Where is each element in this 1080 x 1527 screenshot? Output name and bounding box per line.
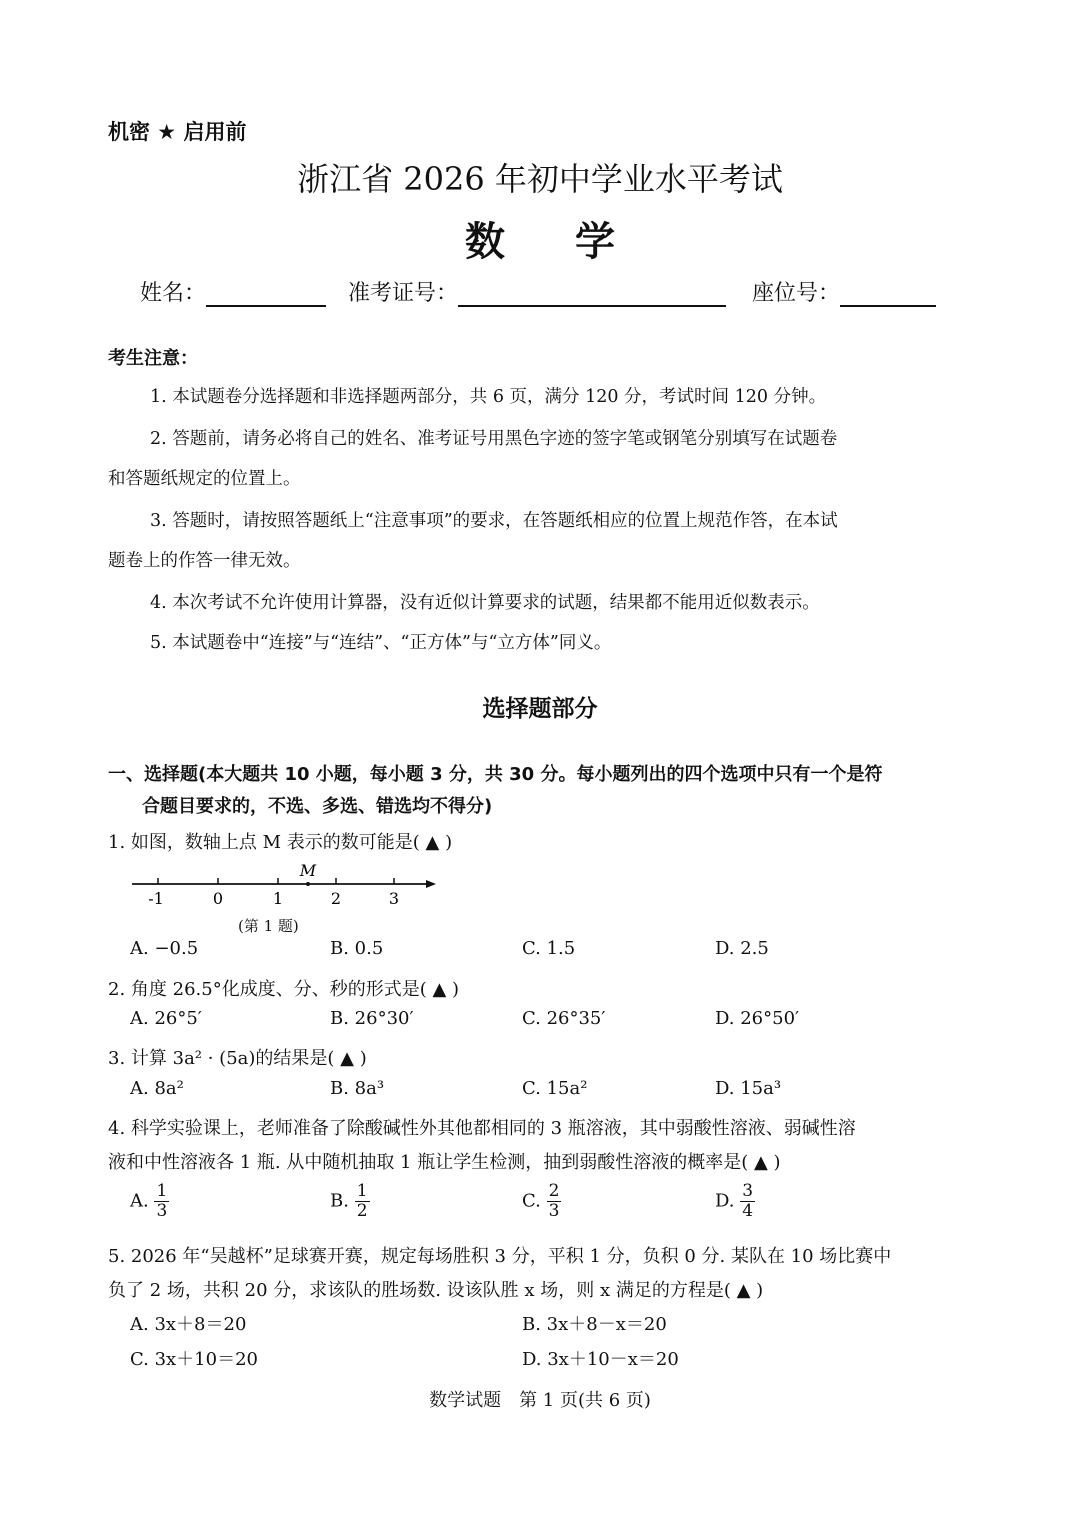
notice-item: 3. 答题时，请按照答题纸上“注意事项”的要求，在答题纸相应的位置上规范作答，在本试	[150, 511, 838, 531]
section-title: 选择题部分	[482, 696, 598, 722]
q1-option-d: D. 2.5	[715, 938, 769, 959]
q1-option-b: B. 0.5	[330, 938, 384, 959]
fraction	[740, 1182, 755, 1221]
tick-label: 1	[272, 889, 284, 908]
q5-stem-line2: 负了 2 场，共积 20 分，求该队的胜场数. 设该队胜 x 场，则 x 满足的方程是( ▲ )	[108, 1280, 764, 1301]
q5-option-c: C. 3x＋10＝20	[130, 1349, 258, 1370]
exam-id-blank	[458, 283, 726, 307]
numerator: 2	[548, 1181, 560, 1201]
numerator: 1	[356, 1181, 368, 1201]
part-instructions-line1: 一、选择题(本大题共 10 小题，每小题 3 分，共 30 分。每小题列出的四个选项中只有一个是符	[108, 764, 883, 785]
number-line-figure	[130, 860, 450, 910]
tick-label: 3	[388, 889, 400, 908]
point-m-marker	[306, 882, 310, 886]
tick-label: 0	[212, 889, 224, 908]
fraction	[547, 1182, 562, 1221]
page-footer: 数学试题 第 1 页(共 6 页)	[429, 1390, 651, 1411]
fraction	[355, 1182, 370, 1221]
q5-option-a: A. 3x＋8＝20	[130, 1314, 247, 1335]
numerator: 3	[742, 1181, 754, 1201]
q3-option-d: D. 15a³	[715, 1078, 782, 1099]
subject-title: 数学	[465, 218, 685, 265]
q4-stem-line2: 液和中性溶液各 1 瓶. 从中随机抽取 1 瓶让学生检测，抽到弱酸性溶液的概率是( ▲ )	[108, 1152, 781, 1173]
name-field	[140, 276, 326, 307]
q5-option-b: B. 3x＋8－x＝20	[522, 1314, 667, 1335]
q3-stem: 3. 计算 3a² · (5a)的结果是( ▲ )	[108, 1048, 367, 1069]
q1-option-a: A. −0.5	[130, 938, 199, 959]
fraction	[154, 1182, 169, 1221]
exam-id-field	[348, 276, 726, 307]
confidential-label: 机密 ★ 启用前	[108, 120, 247, 144]
number-line-arrow	[426, 880, 436, 888]
q4-option-c	[522, 1182, 561, 1221]
q4-stem-line1: 4. 科学实验课上，老师准备了除酸碱性外其他都相同的 3 瓶溶液，其中弱酸性溶液、弱碱性溶	[108, 1118, 856, 1139]
q2-stem: 2. 角度 26.5°化成度、分、秒的形式是( ▲ )	[108, 979, 460, 1000]
notice-item: 题卷上的作答一律无效。	[108, 551, 301, 571]
q2-option-c: C. 26°35′	[522, 1008, 606, 1029]
point-m-label: M	[299, 861, 317, 880]
q3-option-c: C. 15a²	[522, 1078, 588, 1099]
q4-option-b	[330, 1182, 370, 1221]
exam-id-label: 准考证号：	[348, 281, 459, 306]
q1-stem: 1. 如图，数轴上点 M 表示的数可能是( ▲ )	[108, 832, 453, 853]
option-label: A.	[130, 1190, 149, 1212]
notice-item: 5. 本试题卷中“连接”与“连结”、“正方体”与“立方体”同义。	[150, 633, 612, 653]
q4-option-a	[130, 1182, 169, 1221]
option-label: B.	[330, 1190, 349, 1212]
q2-option-d: D. 26°50′	[715, 1008, 800, 1029]
q2-option-a: A. 26°5′	[130, 1008, 202, 1029]
notice-item: 4. 本次考试不允许使用计算器，没有近似计算要求的试题，结果都不能用近似数表示。	[150, 593, 820, 613]
notice-item: 和答题纸规定的位置上。	[108, 469, 301, 489]
q5-option-d: D. 3x＋10－x＝20	[522, 1349, 679, 1370]
seat-field	[752, 276, 936, 307]
option-label: D.	[715, 1190, 735, 1212]
denominator: 3	[156, 1201, 168, 1221]
notice-item: 2. 答题前，请务必将自己的姓名、准考证号用黑色字迹的签字笔或钢笔分别填写在试题卷	[150, 429, 838, 449]
seat-label: 座位号：	[752, 281, 841, 306]
numerator: 1	[156, 1181, 168, 1201]
exam-title: 浙江省 2026 年初中学业水平考试	[297, 160, 783, 198]
q5-stem-line1: 5. 2026 年“吴越杯”足球赛开赛，规定每场胜积 3 分，平积 1 分，负积 0 分. 某队在 10 场比赛中	[108, 1246, 892, 1267]
name-label: 姓名：	[140, 281, 207, 306]
part-instructions-line2: 合题目要求的，不选、多选、错选均不得分)	[142, 796, 493, 817]
q3-option-b: B. 8a³	[330, 1078, 385, 1099]
denominator: 2	[356, 1201, 368, 1221]
q4-option-d	[715, 1182, 755, 1221]
name-blank	[206, 283, 326, 307]
q2-option-b: B. 26°30′	[330, 1008, 414, 1029]
denominator: 3	[548, 1201, 560, 1221]
seat-blank	[840, 283, 936, 307]
q1-caption: (第 1 题)	[238, 917, 299, 935]
q1-option-c: C. 1.5	[522, 938, 576, 959]
tick-label: 2	[330, 889, 342, 908]
tick-label: -1	[148, 889, 164, 908]
q3-option-a: A. 8a²	[130, 1078, 184, 1099]
option-label: C.	[522, 1190, 541, 1212]
notice-item: 1. 本试题卷分选择题和非选择题两部分，共 6 页，满分 120 分，考试时间 120 分钟。	[150, 387, 827, 407]
notice-heading: 考生注意：	[108, 348, 198, 369]
denominator: 4	[742, 1201, 754, 1221]
